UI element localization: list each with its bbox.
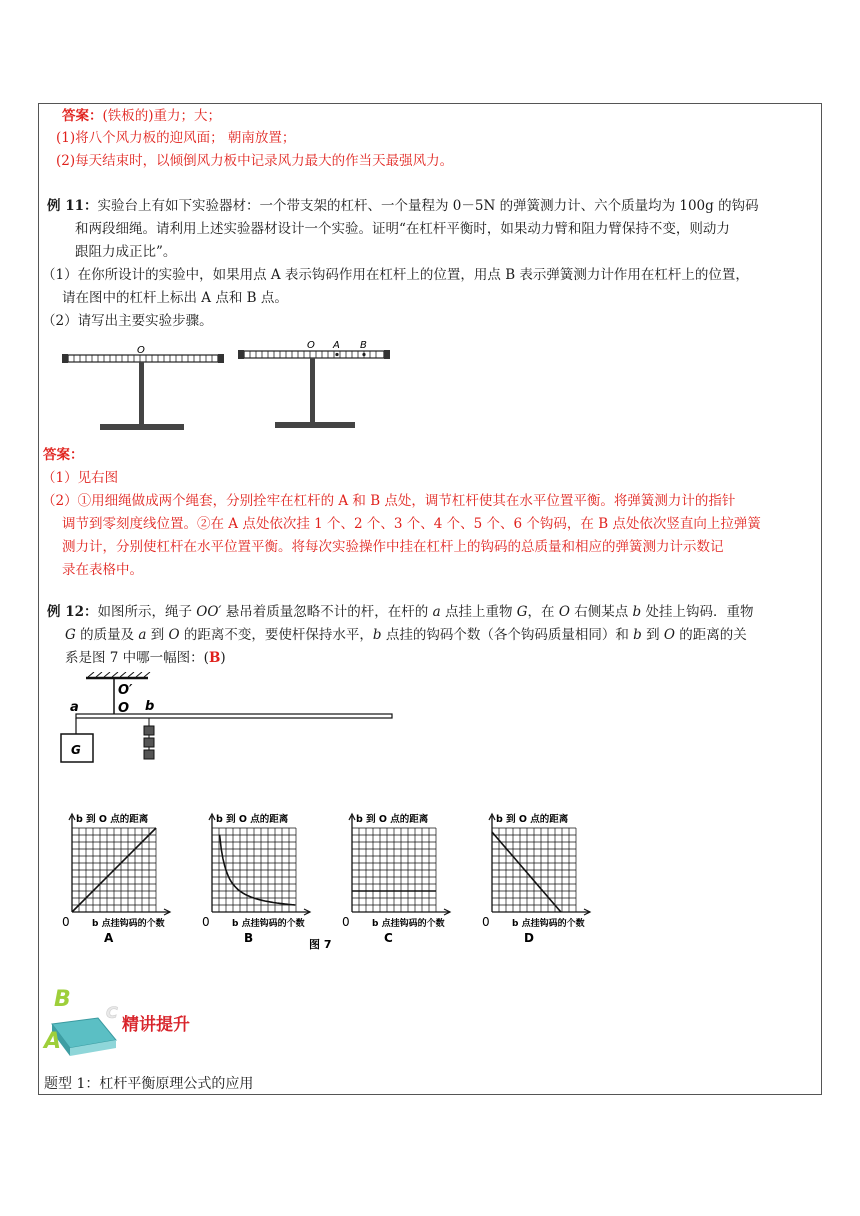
rod-g-label: G: [71, 743, 81, 757]
example12-answer: B: [208, 650, 221, 666]
graph-letter: A: [104, 931, 114, 945]
origin-label: 0: [482, 915, 490, 929]
graph-letter: B: [244, 931, 254, 945]
example11-question1b: 请在图中的杠杆上标出 A 点和 B 点。: [62, 290, 288, 306]
rod-oprime-label: O′: [118, 683, 133, 698]
abc-book-icon: [42, 987, 118, 1056]
graph-c: [342, 813, 450, 945]
answer11-label: 答案：: [43, 447, 84, 463]
x-axis-label: b 点挂钩码的个数: [372, 919, 445, 929]
figure7-graphs: [56, 802, 616, 954]
answer11-part2-line3: 测力计，分别使杠杆在水平位置平衡。将每次实验操作中挂在杠杆上的钩码的总质量和相应的弹簧测力计示数记: [62, 539, 724, 555]
y-axis-label: b 到 O 点的距离: [76, 814, 149, 825]
y-axis-label: b 到 O 点的距离: [356, 814, 429, 825]
section-heading: 题型 1：杠杆平衡原理公式的应用: [44, 1076, 254, 1092]
answer11-part2-line2: 调节到零刻度线位置。②在 A 点处依次挂 1 个、2 个、3 个、4 个、5 个、6 个钩码，在 B 点处依次竖直向上拉弹簧: [62, 516, 761, 532]
logo-letter-c: C: [106, 1003, 118, 1022]
answer11-part2-line1: （2）①用细绳做成两个绳套，分别拴牢在杠杆的 A 和 B 点处，调节杠杆使其在水平位置平衡。将弹簧测力计的指针: [42, 493, 736, 509]
answer11-part2-line4: 录在表格中。: [62, 562, 143, 578]
example12-label: 例 12：: [47, 604, 98, 620]
lever-right-b-label: B: [360, 340, 367, 351]
logo-letter-b: B: [54, 987, 71, 1012]
x-axis-label: b 点挂钩码的个数: [512, 919, 585, 929]
graph-curve: [492, 832, 561, 912]
example11-question1a: （1）在你所设计的实验中，如果用点 A 表示钩码作用在杠杆上的位置，用点 B 表示弹簧测力计作用在杠杆上的位置，: [42, 267, 749, 283]
lever-right: [238, 340, 390, 428]
rod-figure: [56, 672, 396, 772]
example11-question2: （2）请写出主要实验步骤。: [42, 313, 213, 329]
graph-a: [62, 813, 170, 945]
example11-label: 例 11：: [47, 198, 98, 214]
section-badge-title: 精讲提升: [122, 1015, 190, 1035]
example12-line3: 系是图 7 中哪一幅图：(B): [65, 650, 226, 666]
y-axis-label: b 到 O 点的距离: [216, 814, 289, 825]
answer10-part2: (2)每天结束时，以倾倒风力板中记录风力最大的作当天最强风力。: [56, 153, 454, 169]
y-axis-label: b 到 O 点的距离: [496, 814, 569, 825]
example11-line2: 和两段细绳。请利用上述实验器材设计一个实验。证明“在杠杆平衡时，如果动力臂和阻力臂保持不变，则动力: [75, 221, 730, 237]
graph-letter: C: [384, 931, 393, 945]
origin-label: 0: [342, 915, 350, 929]
lever-right-o-label: O: [307, 340, 315, 351]
lever-left-o-label: O: [137, 345, 145, 356]
x-axis-label: b 点挂钩码的个数: [92, 919, 165, 929]
example11-line1: 例 11：实验台上有如下实验器材：一个带支架的杠杆、一个量程为 0－5N 的弹簧测力计、六个质量均为 100g 的钩码: [47, 198, 759, 214]
x-axis-label: b 点挂钩码的个数: [232, 919, 305, 929]
graph-b: [202, 813, 310, 945]
answer10-main: 答案：(铁板的)重力；大；: [62, 108, 222, 124]
rod-o-label: O: [118, 701, 130, 716]
figure7-caption: 图 7: [309, 938, 332, 951]
logo-letter-a: A: [44, 1029, 62, 1054]
origin-label: 0: [62, 915, 70, 929]
example12-line1: 例 12：如图所示，绳子 OO′ 悬吊着质量忽略不计的杆，在杆的 a 点挂上重物 G，在 O 右侧某点 b 处挂上钩码．重物: [47, 604, 754, 620]
rod-a-label: a: [70, 700, 79, 715]
example12-line2: G 的质量及 a 到 O 的距离不变，要使杆保持水平，b 点挂的钩码个数（各个钩码质量相同）和 b 到 O 的距离的关: [65, 627, 747, 643]
section-badge: [40, 978, 230, 1064]
origin-label: 0: [202, 915, 210, 929]
example11-line3: 跟阻力成正比”。: [75, 244, 177, 260]
graph-letter: D: [524, 931, 534, 945]
lever-right-a-label: A: [333, 340, 340, 351]
lever-figures: [60, 340, 400, 440]
answer10-part1: (1)将八个风力板的迎风面； 朝南放置；: [56, 130, 296, 146]
lever-left: [62, 345, 224, 430]
rod-b-label: b: [145, 699, 155, 714]
graph-d: [482, 813, 590, 945]
answer11-part1: （1）见右图: [42, 470, 119, 486]
answer-label: 答案：: [62, 108, 103, 124]
